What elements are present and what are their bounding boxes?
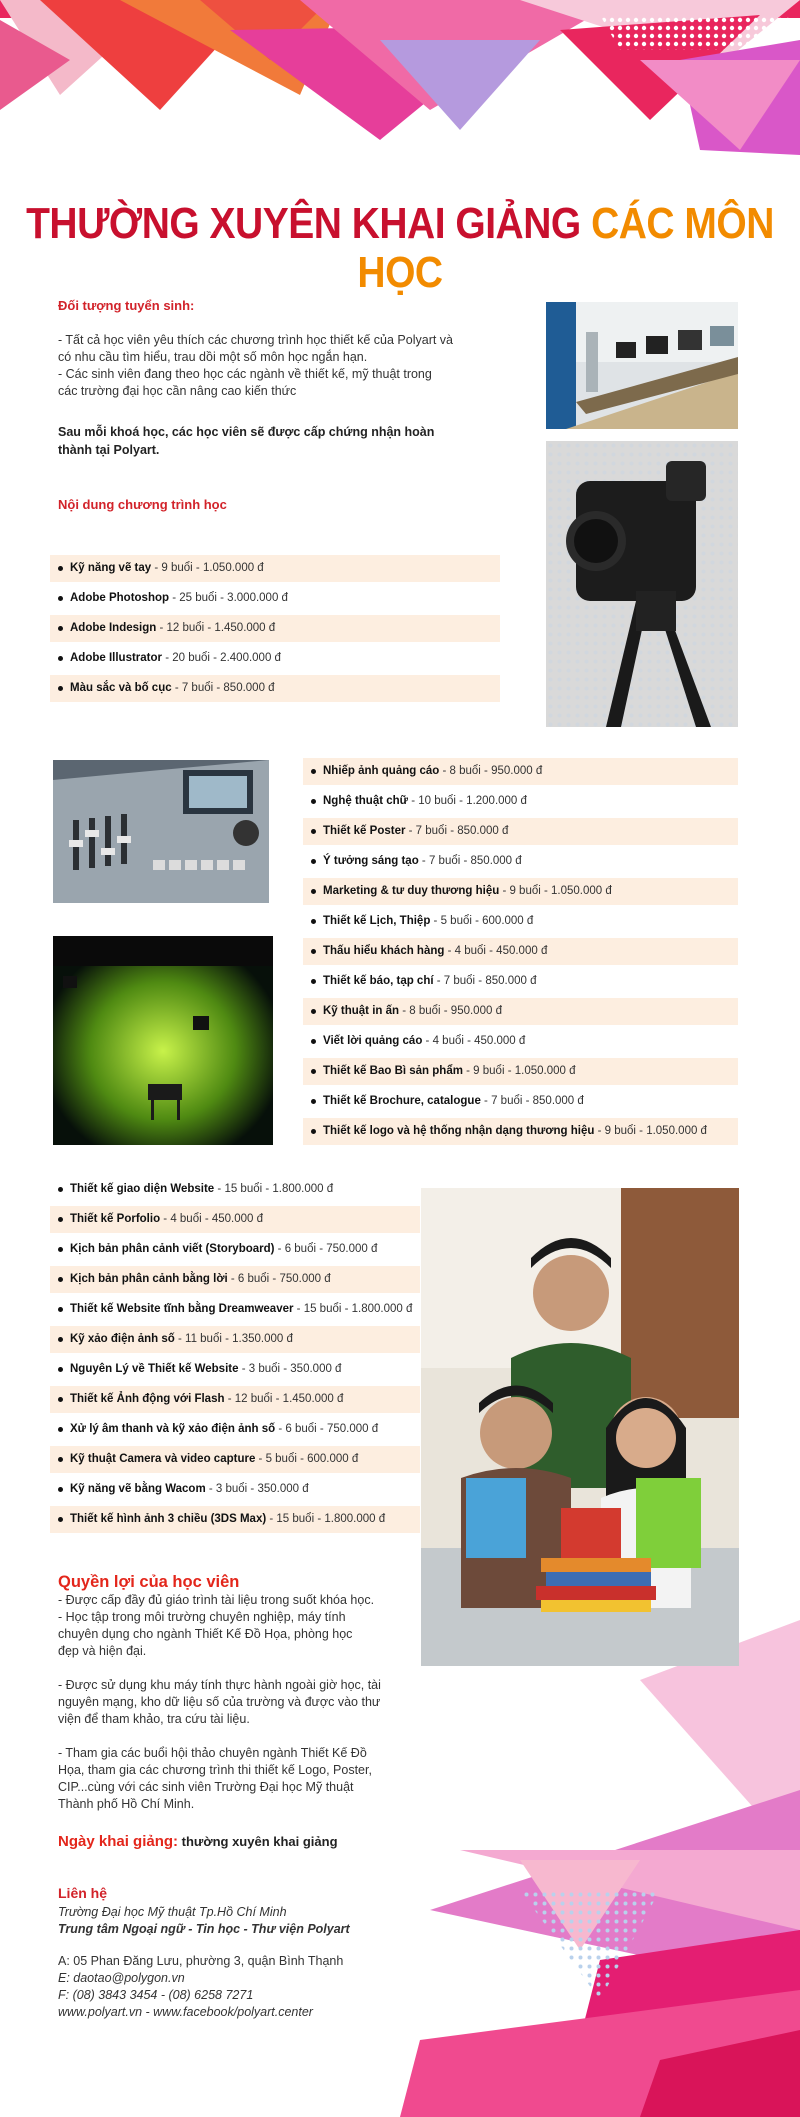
course-item: Xử lý âm thanh và kỹ xảo điện ảnh số - 6 buổi - 750.000 đ: [50, 1416, 420, 1443]
target-heading: Đối tượng tuyển sinh:: [58, 298, 195, 313]
title-part-2: CÁC MÔN HỌC: [357, 199, 774, 298]
course-item: Nguyên Lý về Thiết kế Website - 3 buổi - 350.000 đ: [50, 1356, 420, 1383]
page-title: [0, 200, 800, 299]
course-item: Kỹ năng vẽ tay - 9 buổi - 1.050.000 đ: [50, 555, 500, 582]
benefit-line: chuyên dụng cho ngành Thiết Kế Đồ Họa, phòng học: [58, 1627, 353, 1641]
video-camera-photo: [546, 441, 738, 727]
course-item: Kỹ năng vẽ bằng Wacom - 3 buổi - 350.000 đ: [50, 1476, 420, 1503]
benefit-line: Họa, tham gia các chương trình thi thiết kế Logo, Poster,: [58, 1763, 372, 1777]
benefit-line: CIP...cùng với các sinh viên Trường Đại học Mỹ thuật: [58, 1780, 354, 1794]
students-photo: [421, 1188, 739, 1666]
course-item: Adobe Illustrator - 20 buổi - 2.400.000 đ: [50, 645, 500, 672]
course-item: Adobe Photoshop - 25 buổi - 3.000.000 đ: [50, 585, 500, 612]
course-list-c: [50, 1176, 420, 1536]
course-item: Thiết kế Ảnh động với Flash - 12 buổi - 1.450.000 đ: [50, 1386, 420, 1413]
course-item: Viết lời quảng cáo - 4 buổi - 450.000 đ: [303, 1028, 738, 1055]
course-item: Thiết kế báo, tạp chí - 7 buổi - 850.000 đ: [303, 968, 738, 995]
course-item: Kỹ thuật in ấn - 8 buổi - 950.000 đ: [303, 998, 738, 1025]
course-item: Kỹ xảo điện ảnh số - 11 buổi - 1.350.000 đ: [50, 1326, 420, 1353]
benefit-line: Thành phố Hồ Chí Minh.: [58, 1797, 195, 1811]
green-screen-studio-photo: [53, 936, 273, 1145]
benefit-line: - Tham gia các buổi hội thảo chuyên ngành Thiết Kế Đồ: [58, 1746, 367, 1760]
content-heading: Nội dung chương trình học: [58, 497, 227, 512]
benefits-heading: Quyền lợi của học viên: [58, 1573, 240, 1591]
benefit-line: - Được sử dụng khu máy tính thực hành ngoài giờ học, tài: [58, 1678, 381, 1692]
benefit-line: nguyên mạng, kho dữ liệu số của trường và được vào thư: [58, 1695, 381, 1709]
target-line: - Các sinh viên đang theo học các ngành về thiết kế, mỹ thuật trong: [58, 367, 432, 381]
course-item: Thiết kế Lịch, Thiệp - 5 buổi - 600.000 đ: [303, 908, 738, 935]
target-description: [58, 332, 508, 400]
benefit-line: - Được cấp đầy đủ giáo trình tài liệu trong suốt khóa học.: [58, 1593, 375, 1607]
course-item: Marketing & tư duy thương hiệu - 9 buổi - 1.050.000 đ: [303, 878, 738, 905]
audio-mixer-photo: [53, 760, 269, 903]
benefit-line: đẹp và hiện đại.: [58, 1644, 147, 1658]
contact-phone: F: (08) 3843 3454 - (08) 6258 7271: [58, 1988, 254, 2002]
contact-school: Trường Đại học Mỹ thuật Tp.Hồ Chí Minh: [58, 1905, 287, 1919]
certificate-line: thành tại Polyart.: [58, 443, 160, 457]
course-item: Kịch bản phân cảnh viết (Storyboard) - 6 buổi - 750.000 đ: [50, 1236, 420, 1263]
contact-heading: Liên hệ: [58, 1885, 108, 1901]
course-item: Thiết kế Porfolio - 4 buổi - 450.000 đ: [50, 1206, 420, 1233]
certificate-line: Sau mỗi khoá học, các học viên sẽ được cấp chứng nhận hoàn: [58, 425, 435, 439]
benefit-line: - Học tập trong môi trường chuyên nghiệp, máy tính: [58, 1610, 346, 1624]
contact-address: A: 05 Phan Đăng Lưu, phường 3, quận Bình Thạnh: [58, 1954, 344, 1968]
opening-date: [58, 1833, 338, 1850]
course-item: Thiết kế Brochure, catalogue - 7 buổi - 850.000 đ: [303, 1088, 738, 1115]
target-line: có nhu cầu tìm hiểu, trau dồi một số môn học ngắn hạn.: [58, 350, 368, 364]
course-item: Nghệ thuật chữ - 10 buổi - 1.200.000 đ: [303, 788, 738, 815]
course-item: Màu sắc và bố cục - 7 buổi - 850.000 đ: [50, 675, 500, 702]
title-part-1: THƯỜNG XUYÊN KHAI GIẢNG: [26, 199, 581, 248]
benefit-line: viện để tham khảo, tra cứu tài liệu.: [58, 1712, 250, 1726]
course-item: Thiết kế Poster - 7 buổi - 850.000 đ: [303, 818, 738, 845]
opening-label: Ngày khai giảng:: [58, 1833, 179, 1850]
target-line: - Tất cả học viên yêu thích các chương trình học thiết kế của Polyart và: [58, 333, 454, 347]
course-item: Thấu hiểu khách hàng - 4 buổi - 450.000 đ: [303, 938, 738, 965]
course-item: Kỹ thuật Camera và video capture - 5 buổi - 600.000 đ: [50, 1446, 420, 1473]
course-item: Thiết kế hình ảnh 3 chiều (3DS Max) - 15 buổi - 1.800.000 đ: [50, 1506, 420, 1533]
course-item: Adobe Indesign - 12 buổi - 1.450.000 đ: [50, 615, 500, 642]
course-item: Thiết kế giao diện Website - 15 buổi - 1.800.000 đ: [50, 1176, 420, 1203]
contact-email: E: daotao@polygon.vn: [58, 1971, 185, 1985]
target-line: các trường đại học cần nâng cao kiến thức: [58, 384, 297, 398]
course-item: Thiết kế logo và hệ thống nhận dạng thương hiệu - 9 buổi - 1.050.000 đ: [303, 1118, 738, 1145]
contact-web: www.polyart.vn - www.facebook/polyart.center: [58, 2005, 313, 2019]
course-list-a: [50, 555, 500, 705]
course-item: Thiết kế Bao Bì sản phẩm - 9 buổi - 1.050.000 đ: [303, 1058, 738, 1085]
benefits-list: [58, 1592, 418, 1813]
certificate-note: [58, 423, 508, 459]
course-list-b: [303, 758, 738, 1148]
course-item: Nhiếp ảnh quảng cáo - 8 buổi - 950.000 đ: [303, 758, 738, 785]
course-item: Thiết kế Website tĩnh bằng Dreamweaver - 15 buổi - 1.800.000 đ: [50, 1296, 420, 1323]
computer-lab-photo: [546, 302, 738, 429]
opening-value: thường xuyên khai giảng: [178, 1834, 338, 1849]
course-item: Kịch bản phân cảnh bằng lời - 6 buổi - 750.000 đ: [50, 1266, 420, 1293]
contact-center: Trung tâm Ngoại ngữ - Tin học - Thư viện Polyart: [58, 1922, 350, 1936]
course-item: Ý tưởng sáng tạo - 7 buổi - 850.000 đ: [303, 848, 738, 875]
